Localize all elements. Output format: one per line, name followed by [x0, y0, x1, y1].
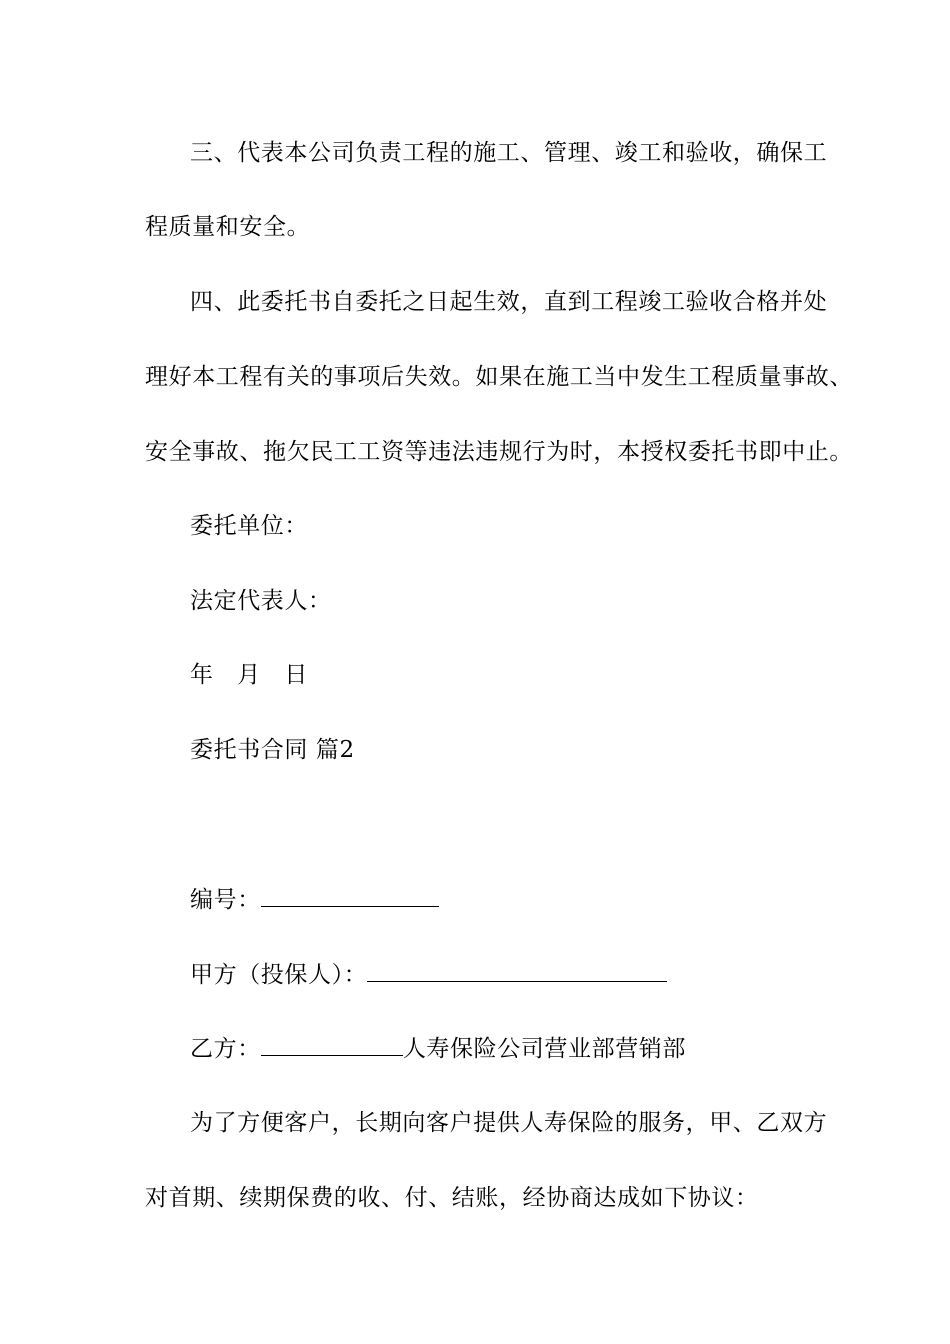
legal-representative-label: 法定代表人：: [190, 588, 332, 614]
number-field-row: [190, 884, 439, 915]
entrusting-unit-label: 委托单位：: [190, 513, 308, 539]
section-heading: 委托书合同 篇2: [190, 737, 355, 763]
party-a-label: 甲方（投保人）：: [190, 962, 368, 988]
agreement-intro-line-1: 为了方便客户，长期向客户提供人寿保险的服务，甲、乙双方: [190, 1110, 828, 1136]
party-b-row: [190, 1033, 686, 1064]
agreement-intro-line-2: 对首期、续期保费的收、付、结账，经协商达成如下协议：: [145, 1185, 759, 1211]
number-label: 编号：: [190, 887, 261, 913]
clause-four-line-3: 安全事故、拖欠民工工资等违法违规行为时，本授权委托书即中止。: [145, 439, 853, 465]
clause-four-line-1: 四、此委托书自委托之日起生效，直到工程竣工验收合格并处: [190, 289, 828, 315]
clause-three-line-1: 三、代表本公司负责工程的施工、管理、竣工和验收，确保工: [190, 140, 828, 166]
date-line: 年 月 日: [190, 662, 308, 688]
clause-three-line-2: 程质量和安全。: [145, 214, 311, 240]
clause-four-line-2: 理好本工程有关的事项后失效。如果在施工当中发生工程质量事故、: [145, 364, 853, 390]
party-a-blank: [367, 959, 667, 982]
party-a-row: [190, 959, 667, 990]
number-blank: [261, 884, 439, 907]
party-b-label: 乙方：: [190, 1036, 261, 1062]
party-b-blank: [261, 1033, 403, 1056]
party-b-suffix: 人寿保险公司营业部营销部: [402, 1036, 687, 1062]
